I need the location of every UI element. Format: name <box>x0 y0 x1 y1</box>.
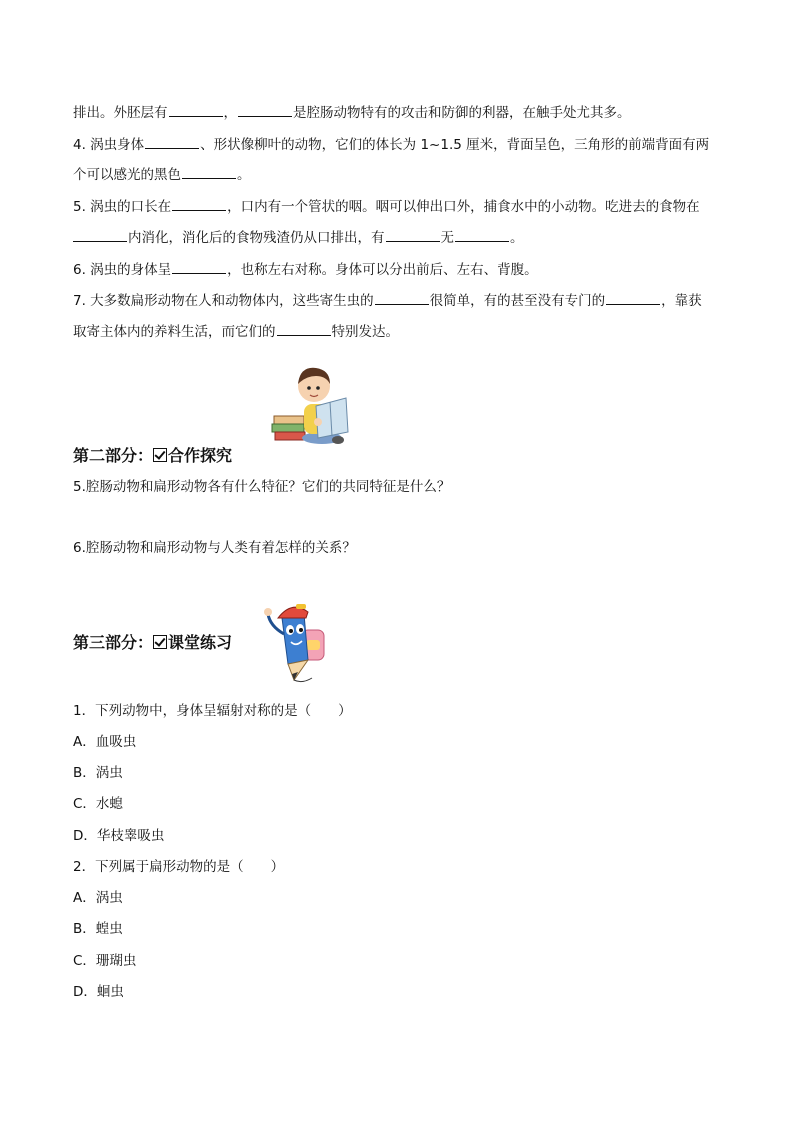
option-1b[interactable]: B．涡虫 <box>73 765 123 781</box>
answer-blank[interactable] <box>73 227 127 242</box>
answer-blank[interactable] <box>277 321 331 336</box>
answer-blank[interactable] <box>172 259 226 274</box>
answer-blank[interactable] <box>238 102 292 117</box>
fill-line-5 <box>73 227 723 248</box>
fill-line-4 <box>73 196 723 217</box>
section-prefix: 第三部分： <box>73 633 154 652</box>
fill-text: ，口内有一个管状的咽。咽可以伸出口外，捕食水中的小动物。吃进去的食物在 <box>227 199 700 215</box>
fill-line-1 <box>73 102 723 123</box>
checkbox-icon <box>153 635 167 649</box>
section-prefix: 第二部分： <box>73 446 154 465</box>
option-2b[interactable]: B．蝗虫 <box>73 921 123 937</box>
fill-text: 特别发达。 <box>331 324 399 340</box>
fill-text: 。 <box>237 167 251 183</box>
discussion-question-5: 5.腔肠动物和扁形动物各有什么特征？它们的共同特征是什么？ <box>73 479 451 495</box>
answer-blank[interactable] <box>386 227 440 242</box>
section-2-heading <box>73 445 232 467</box>
answer-blank[interactable] <box>169 102 223 117</box>
fill-text: 7. 大多数扁形动物在人和动物体内，这些寄生虫的 <box>73 293 374 309</box>
answer-blank[interactable] <box>375 290 429 305</box>
fill-line-7 <box>73 290 723 311</box>
fill-line-2 <box>73 134 723 155</box>
answer-blank[interactable] <box>455 227 509 242</box>
fill-text: ，也称左右对称。身体可以分出前后、左右、背腹。 <box>227 262 538 278</box>
fill-text: 、形状像柳叶的动物，它们的体长为 1~1.5 厘米，背面呈色，三角形的前端背面有两 <box>200 137 710 153</box>
pencil-mascot-illustration <box>258 600 342 688</box>
section-3-heading <box>73 632 232 654</box>
fill-line-8 <box>73 321 723 342</box>
answer-blank[interactable] <box>145 134 199 149</box>
answer-blank[interactable] <box>172 196 226 211</box>
fill-text: ，靠获 <box>661 293 702 309</box>
reading-boy-illustration <box>270 358 350 452</box>
option-2c[interactable]: C．珊瑚虫 <box>73 953 137 969</box>
quiz-question-1: 1．下列动物中，身体呈辐射对称的是（ ） <box>73 703 352 719</box>
discussion-question-6: 6.腔肠动物和扁形动物与人类有着怎样的关系？ <box>73 540 356 556</box>
checkbox-icon <box>153 448 167 462</box>
fill-line-6 <box>73 259 723 280</box>
fill-text: ， <box>223 105 237 121</box>
fill-text: 4. 涡虫身体 <box>73 137 145 153</box>
fill-text: 很简单，有的甚至没有专门的 <box>429 293 606 309</box>
fill-text: 个可以感光的黑色 <box>73 167 181 183</box>
option-1d[interactable]: D．华枝睾吸虫 <box>73 828 165 844</box>
fill-text: 5. 涡虫的口长在 <box>73 199 172 215</box>
fill-text: 6. 涡虫的身体呈 <box>73 262 172 278</box>
option-1c[interactable]: C．水螅 <box>73 796 123 812</box>
fill-text: 取寄主体内的养料生活，而它们的 <box>73 324 276 340</box>
option-1a[interactable]: A．血吸虫 <box>73 734 137 750</box>
fill-text: 排出。外胚层有 <box>73 105 168 121</box>
quiz-question-2: 2．下列属于扁形动物的是（ ） <box>73 859 285 875</box>
answer-blank[interactable] <box>182 164 236 179</box>
fill-text: 是腔肠动物特有的攻击和防御的利器，在触手处尤其多。 <box>293 105 631 121</box>
section-title: 合作探究 <box>168 446 233 465</box>
fill-text: 无 <box>440 230 454 246</box>
option-2d[interactable]: D．蛔虫 <box>73 984 124 1000</box>
fill-text: 。 <box>510 230 524 246</box>
fill-line-3 <box>73 164 723 185</box>
option-2a[interactable]: A．涡虫 <box>73 890 123 906</box>
fill-text: 内消化，消化后的食物残渣仍从口排出，有 <box>128 230 385 246</box>
answer-blank[interactable] <box>606 290 660 305</box>
section-title: 课堂练习 <box>168 633 233 652</box>
